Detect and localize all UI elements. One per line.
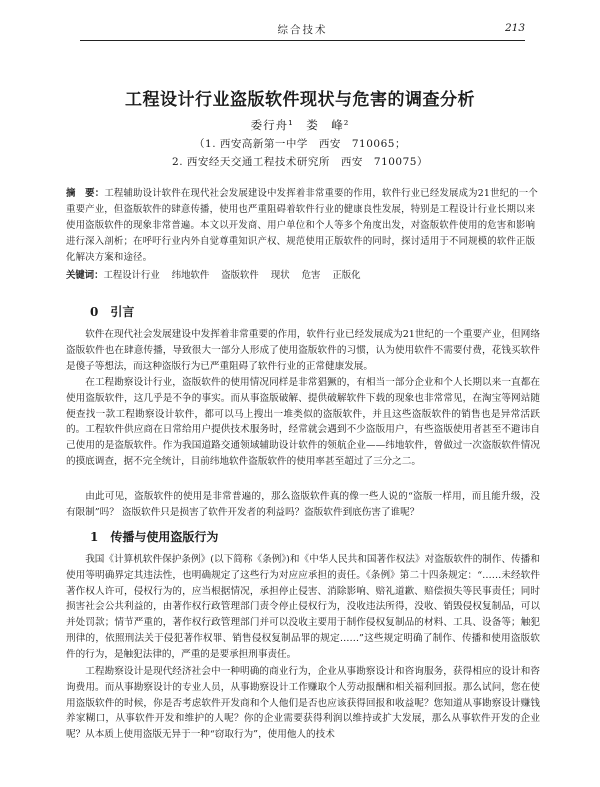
body-paragraph: 在工程勘察设计行业，盗版软件的使用情况同样是非常猖獗的，有相当一部分企业和个人长期以来一直都在使用盗版软件，这几乎是不争的事实。而从事盗版破解、提供破解软件下载的现象也非常常见，在淘宝等网站随便查找一款工程勘察设计软件，都可以马上搜出一堆类似的盗版软件，并且这些盗版软件的销售也是异常活跃的。工程软件供应商在日常给用户提供技术服务时，经常就会遇到不少盗版用户，有些盗版使用者甚至不避讳自己使用的是盗版软件。作为我国道路交通领域辅助设计软件的领航企业——纬地软件，曾做过一次盗版软件情况的摸底调查，据不完全统计，目前纬地软件盗版软件的使用率甚至超过了三分之二。 bbox=[66, 377, 540, 467]
section-title: 引言 bbox=[110, 305, 135, 319]
body-paragraph: 我国《计算机软件保护条例》(以下简称《条例》)和《中华人民共和国著作权法》对盗版软件的制作、传播和使用等明确界定其违法性，也明确规定了这些行为对应应承担的责任。《条例》第二十四条规定：“……未经软件著作权人许可，侵权行为的，应当根据情况，承担停止侵害、消除影响、赔礼道歉、赔偿损失等民事责任；同时损害社会公共利益的，由著作权行政管理部门责令停止侵权行为，没收违法所得，没收、销毁侵权复制品，可以并处罚款；情节严重的，著作权行政管理部门并可以没收主要用于制作侵权复制品的材料、工具、设备等；触犯刑律的，依照刑法关于侵犯著作权罪、销售侵权复制品罪的规定……”这些规定明确了制作、传播和使用盗版软件的行为，是触犯法律的，严重的是要承担刑事责任。 bbox=[66, 554, 540, 660]
abstract-text: 工程辅助设计软件在现代社会发展建设中发挥着非常重要的作用，软件行业已经发展成为21世纪的一个重要产业，但盗版软件的肆意传播，使用也严重阻碍着软件行业的健康良性发展，特别是工程设计行业长期以来使用盗版软件的现象非常普遍。本文以开发商、用户单位和个人等多个角度出发，对盗版软件使用的危害和影响进行深入剖析；在呼吁行业内外自觉尊重知识产权、规范使用正版软件的同时，探讨适用于不同规模的软件正版化解决方案和途径。 bbox=[66, 188, 538, 263]
keyword: 正版化 bbox=[332, 270, 361, 281]
keyword: 工程设计行业 bbox=[103, 270, 160, 281]
section-number: 0 bbox=[90, 305, 99, 319]
paper-title: 工程设计行业盗版软件现状与危害的调查分析 bbox=[125, 90, 475, 110]
keyword: 盗版软件 bbox=[221, 270, 259, 281]
affiliation-2: 2. 西安经天交通工程技术研究所 西安 710075） bbox=[172, 156, 428, 168]
body-paragraph: 软件在现代社会发展建设中发挥着非常重要的作用，软件行业已经发展成为21世纪的一个重要产业，但网络盗版软件也在肆意传播，导致很大一部分人形成了使用盗版软件的习惯，认为使用软件不需要付费，花钱买软件是傻子等想法，而这种盗版行为已严重阻碍了软件行业的正常健康发展。 bbox=[66, 329, 540, 372]
affiliation-1: （1. 西安高新第一中学 西安 710065； bbox=[194, 138, 406, 150]
section-title: 传播与使用盗版行为 bbox=[110, 530, 219, 544]
section-heading-intro bbox=[90, 303, 134, 320]
section-number: 1 bbox=[90, 530, 99, 544]
page-number: 213 bbox=[504, 22, 525, 34]
paper-authors: 委行舟¹ 娄 峰² bbox=[250, 118, 350, 132]
keyword: 危害 bbox=[301, 270, 321, 281]
keyword: 纬地软件 bbox=[171, 270, 210, 281]
abstract bbox=[66, 186, 540, 266]
body-paragraph: 由此可见，盗版软件的使用是非常普遍的，那么盗版软件真的像一些人说的“盗版一样用，而且能升级，没有限制”吗？ 盗版软件只是损害了软件开发者的利益吗？盗版软件到底伤害了谁呢？ bbox=[66, 491, 540, 518]
keywords-label: 关键词： bbox=[66, 270, 104, 281]
abstract-label: 摘 要： bbox=[66, 188, 105, 199]
keywords bbox=[66, 268, 540, 284]
running-head-section: 综合技术 bbox=[277, 24, 328, 36]
keyword: 现状 bbox=[270, 270, 290, 281]
section-heading-piracy bbox=[90, 528, 218, 545]
running-head bbox=[80, 22, 525, 41]
body-paragraph: 工程勘察设计是现代经济社会中一种明确的商业行为，企业从事勘察设计和咨询服务，获得相应的设计和咨询费用。而从事勘察设计的专业人员，从事勘察设计工作赚取个人劳动报酬和相关福利回报。那么试问，您在使用盗版软件的时候，你是否考虑软件开发商和个人他们是否也应该获得回报和收益呢？您知道从事勘察设计赚钱养家糊口，从事软件开发和维护的人呢？你的企业需要获得利润以维持或扩大发展，那么从事软件开发的企业呢？从本质上使用盗版无异于一种“窃取行为”，使用他人的技术 bbox=[66, 666, 540, 741]
